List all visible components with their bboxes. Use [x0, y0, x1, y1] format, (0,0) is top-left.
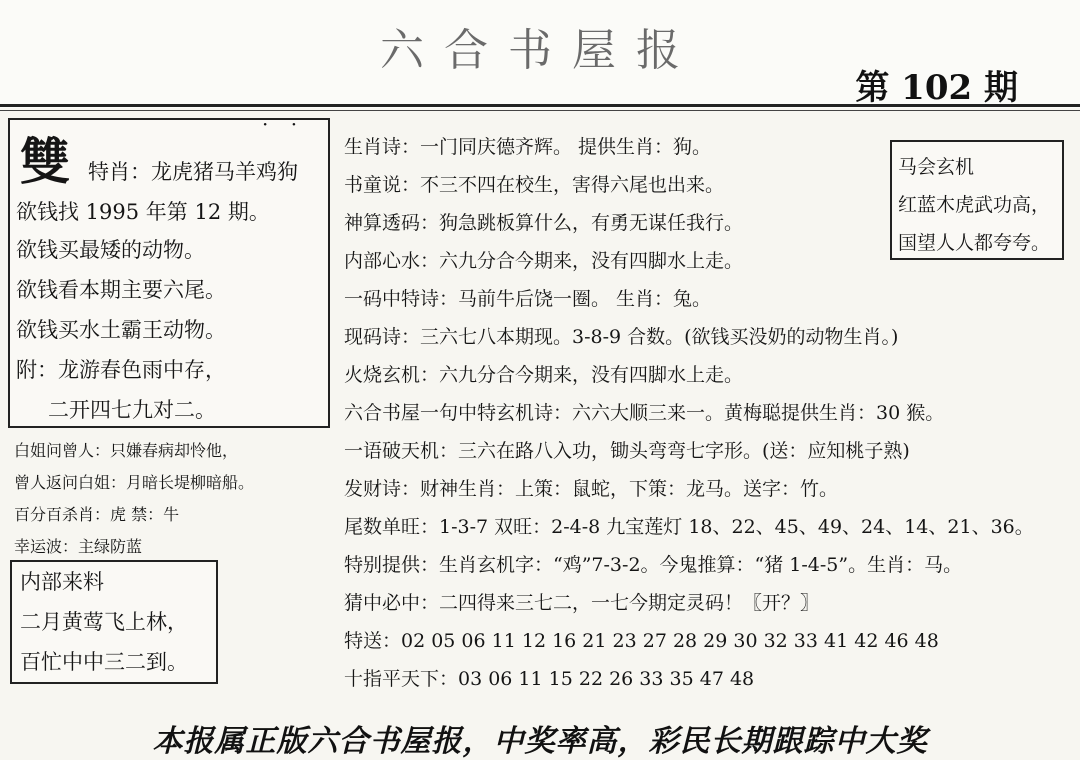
newspaper-title: 六合书屋报: [380, 25, 700, 76]
header-rule: [0, 104, 1080, 107]
horse-club-title: 马会玄机: [898, 156, 975, 178]
clue-line: 欲钱买水土霸王动物。: [16, 318, 226, 342]
kill-zodiac-line: 百分百杀肖：虎 禁：牛: [14, 505, 180, 524]
zodiac-poem: 生肖诗：一门同庆德齐辉。 提供生肖：狗。: [344, 136, 712, 158]
clue-line: 欲钱看本期主要六尾。: [16, 278, 226, 302]
horse-club-line: 红蓝木虎武功高，: [898, 194, 1051, 216]
clue-line: 欲钱买最矮的动物。: [16, 238, 205, 262]
header-rule-thin: [0, 110, 1080, 111]
double-character-mark: 雙: [20, 133, 70, 191]
internal-tip: 内部心水：六九分合今期来，没有四脚水上走。: [344, 250, 744, 272]
guess-line: 猜中必中：二四得来三七二，一七今期定灵码！〖开？〗: [344, 592, 820, 614]
special-offer: 特别提供：生肖玄机字：“鸡”7-3-2。今鬼推算：“猪 1-4-5”。生肖：马。: [344, 554, 963, 576]
clue-line: 欲钱找 1995 年第 12 期。: [16, 200, 270, 224]
current-code-poem: 现码诗：三六七八本期现。3-8-9 合数。(欲钱买没奶的动物生肖。): [344, 326, 899, 348]
internal-info-title: 内部来料: [20, 570, 104, 594]
poem-line: 白姐问曾人：只嫌春病却怜他，: [14, 441, 239, 460]
ten-finger-numbers: 十指平天下：03 06 11 15 22 26 33 35 47 48: [344, 668, 755, 690]
issue-number: 第 102 期: [855, 68, 1018, 108]
one-phrase-line: 一语破天机：三六在路八入功，锄头弯弯七字形。(送：应知桃子熟): [344, 440, 910, 462]
special-numbers: 特送：02 05 06 11 12 16 21 23 27 28 29 30 32 33 41 42 46 48: [344, 630, 939, 652]
fire-mystery: 火烧玄机：六九分合今期来，没有四脚水上走。: [344, 364, 744, 386]
book-boy-saying: 书童说：不三不四在校生，害得六尾也出来。: [344, 174, 725, 196]
poem-line: 曾人返问白姐：月暗长堤柳暗船。: [14, 473, 255, 492]
special-zodiac-line: 特肖：龙虎猪马羊鸡狗: [88, 160, 298, 184]
divine-code: 神算透码：狗急跳板算什么，有勇无谋任我行。: [344, 212, 744, 234]
bookhouse-poem: 六合书屋一句中特玄机诗：六六大顺三来一。黄梅聪提供生肖：30 猴。: [344, 402, 945, 424]
appendix-line: 附：龙游春色雨中存，: [16, 358, 226, 382]
one-code-poem: 一码中特诗：马前牛后饶一圈。 生肖：兔。: [344, 288, 712, 310]
lucky-wave-line: 幸运波：主绿防蓝: [14, 537, 143, 556]
internal-info-line: 百忙中中三二到。: [20, 650, 188, 674]
appendix-line: 二开四七九对二。: [48, 398, 216, 422]
fortune-poem: 发财诗：财神生肖：上策：鼠蛇，下策：龙马。送字：竹。: [344, 478, 839, 500]
footer-slogan: 本报属正版六合书屋报，中奖率高，彩民长期跟踪中大奖: [152, 724, 928, 759]
horse-club-line: 国望人人都夸夸。: [898, 232, 1051, 254]
internal-info-line: 二月黄莺飞上林，: [20, 610, 188, 634]
decorative-dots: · ·: [262, 112, 306, 136]
tail-numbers: 尾数单旺：1-3-7 双旺：2-4-8 九宝莲灯 18、22、45、49、24、14、21、36。: [344, 516, 1034, 538]
